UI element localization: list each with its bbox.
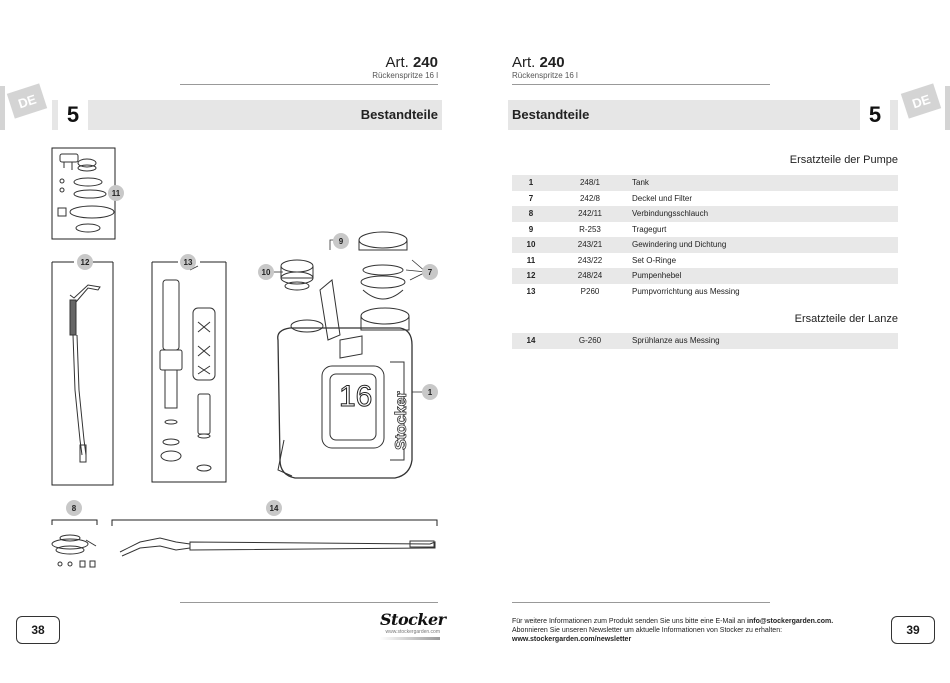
part-number: 10 [526,240,536,250]
article-prefix: Art. [512,54,536,71]
article-number: 240 [412,54,438,71]
article-subtitle: Rückenspritze 16 l [512,71,578,80]
part-number: 7 [528,193,534,203]
table-row [512,284,898,300]
tank-capacity-label: 16 [339,380,373,413]
article-code: R-253 [579,224,601,234]
logo-underline [380,637,440,640]
part-number: 9 [528,224,534,234]
header-right [512,54,712,80]
article-code: P260 [580,286,600,296]
part-number: 14 [526,336,536,346]
part-number: 1 [528,178,534,188]
article-code: 243/22 [577,255,603,265]
section-title-left: Bestandteile [360,107,438,122]
threaded-ring-illustration [281,260,313,290]
callout-1: 1 [422,384,438,400]
footer-divider [180,602,438,603]
article-subtitle: Rückenspritze 16 l [372,71,438,80]
table-row [512,191,898,207]
lid-and-filter-illustration [359,232,407,299]
article-code: 248/1 [579,178,601,188]
part-number: 12 [526,271,536,281]
part-description: Set O-Ringe [632,255,677,265]
connecting-hose-illustration [52,535,96,567]
table-row [512,253,898,269]
callout-12: 12 [77,254,93,270]
logo-text: Stocker [380,610,446,629]
section-number-right: 5 [860,98,890,132]
table-row [512,175,898,191]
part-description: Pumpvorrichtung aus Messing [632,286,740,296]
exploded-parts-drawing [40,140,450,590]
pump-lever-illustration [70,285,100,462]
carrying-strap-illustration [320,280,340,340]
language-tab-right [901,83,941,118]
table-row [512,237,898,253]
part-description: Tragegurt [632,224,667,234]
callout-7: 7 [422,264,438,280]
table-row [512,222,898,238]
page-number-left: 38 [16,616,60,644]
callout-10: 10 [258,264,274,280]
article-heading [512,54,712,71]
part-number: 13 [526,286,536,296]
part-number: 11 [526,255,536,265]
part-description: Deckel und Filter [632,193,693,203]
logo-url: www.stockergarden.com [385,629,440,635]
part-description: Sprühlanze aus Messing [632,336,720,346]
table-row [512,333,898,349]
part-description: Verbindungsschlauch [632,209,709,219]
pump-parts-title: Ersatzteile der Pumpe [789,154,898,166]
language-tab-left [7,83,47,118]
brand-logo [380,610,446,640]
footer-divider [512,602,770,603]
spray-lance-illustration [120,538,435,556]
article-code: 248/24 [577,271,603,281]
page-number-right: 39 [891,616,935,644]
language-tab-label: DE [910,91,932,111]
pump-assembly-illustration [160,280,215,471]
footer-contact-info [512,617,852,644]
info-text: Für weitere Informationen zum Produkt senden Sie uns bitte eine E-Mail an [512,618,748,625]
article-code: G-260 [578,336,602,346]
header-divider [512,84,770,85]
lance-parts-table [512,333,898,349]
article-heading [300,54,438,71]
article-code: 243/21 [577,240,603,250]
tank-brand-text: Stocker [393,391,410,450]
edge-marker-right [945,86,950,130]
part-description: Gewindering und Dichtung [632,240,727,250]
newsletter-text: Abonnieren Sie unseren Newsletter um aktuelle Informationen von Stocker zu erhalten: [512,627,783,634]
header-divider [180,84,438,85]
language-tab-label: DE [16,91,38,111]
section-number-left: 5 [58,98,88,132]
table-row [512,206,898,222]
callout-14: 14 [266,500,282,516]
table-row [512,268,898,284]
o-ring-set-illustration [58,154,114,232]
lance-parts-title: Ersatzteile der Lanze [794,313,898,325]
header-left [300,54,438,80]
article-prefix: Art. [385,54,409,71]
section-title-right: Bestandteile [512,107,590,122]
edge-marker-left [0,86,5,130]
article-number: 240 [539,54,565,71]
part-description: Tank [632,178,649,188]
callout-13: 13 [180,254,196,270]
callout-9: 9 [333,233,349,249]
callout-11: 11 [108,185,124,201]
article-code: 242/8 [579,193,601,203]
article-code: 242/11 [578,209,602,219]
part-description: Pumpenhebel [632,271,682,281]
callout-8: 8 [66,500,82,516]
part-number: 8 [528,209,534,219]
email-link[interactable]: info@stockergarden.com. [747,618,834,625]
newsletter-link[interactable]: www.stockergarden.com/newsletter [512,636,632,643]
pump-parts-table [512,175,898,299]
